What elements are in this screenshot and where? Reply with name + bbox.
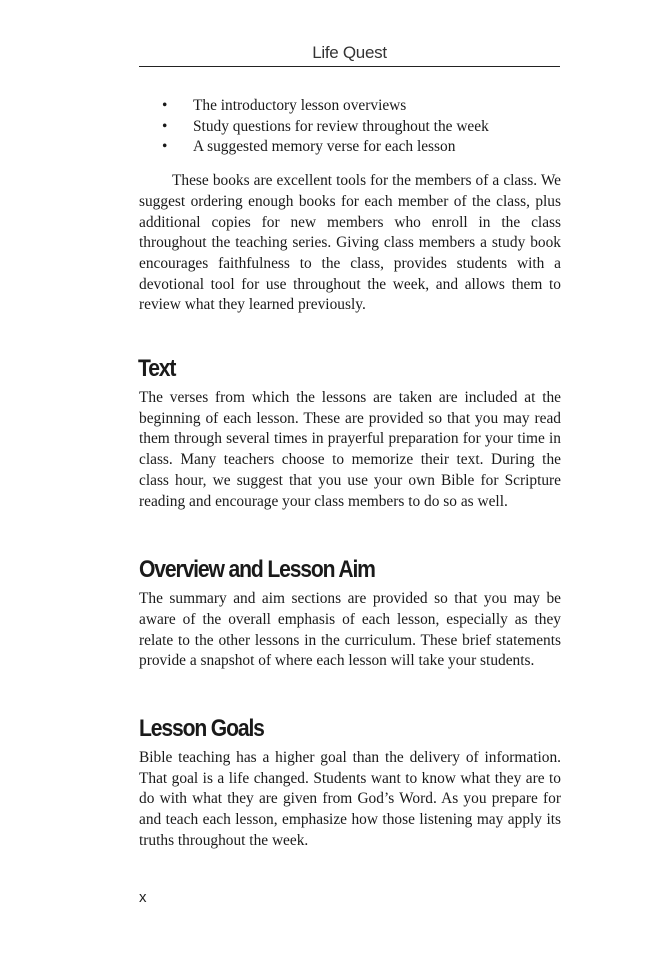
- list-item-text: Study questions for review throughout the week: [193, 117, 489, 135]
- list-item: [139, 96, 561, 117]
- section-heading-text: Text: [138, 355, 176, 383]
- section-body-lesson-goals: Bible teaching has a higher goal than the delivery of information. That goal is a life changed. Students want to know what they are to do with what they are given from God’s Word. As you prepare for and teach each lesson, emphasize how those listening may apply its truths throughout the week.: [139, 749, 561, 849]
- book-title: Life Quest: [312, 43, 387, 62]
- section-heading-overview: Overview and Lesson Aim: [139, 556, 375, 584]
- intro-paragraph: These books are excellent tools for the members of a class. We suggest ordering enough books for each member of the class, plus additional copies for new members who enroll in the class throughout the teaching series. Giving class members a study book encourages faithfulness to the class, provides students with a devotional tool for use throughout the week, and allows them to review what they learned previously.: [139, 172, 561, 314]
- bullet-icon: •: [162, 117, 168, 135]
- bullet-icon: •: [162, 97, 168, 114]
- page-number: x: [139, 889, 147, 906]
- section-heading-lesson-goals: Lesson Goals: [139, 715, 264, 743]
- page-content: [139, 96, 561, 852]
- bullet-list: [139, 96, 561, 158]
- list-item: [139, 117, 561, 138]
- running-header: [139, 40, 560, 67]
- bullet-icon: •: [162, 138, 168, 156]
- list-item-text: A suggested memory verse for each lesson: [193, 138, 456, 156]
- section-body-overview: The summary and aim sections are provided so that you may be aware of the overall emphasis of each lesson, especially as they relate to the other lessons in the curriculum. These brief statements provide a snapshot of where each lesson will take your students.: [139, 590, 561, 670]
- list-item-text: The introductory lesson overviews: [193, 97, 407, 114]
- section-body-text: The verses from which the lessons are taken are included at the beginning of each lesson. These are provided so that you may read them through several times in prayerful preparation for your time in class. Many teachers choose to memorize their text. During the class hour, we suggest that you use your own Bible for Scripture reading and encourage your class members to do so as well.: [139, 389, 561, 510]
- list-item: [139, 137, 561, 158]
